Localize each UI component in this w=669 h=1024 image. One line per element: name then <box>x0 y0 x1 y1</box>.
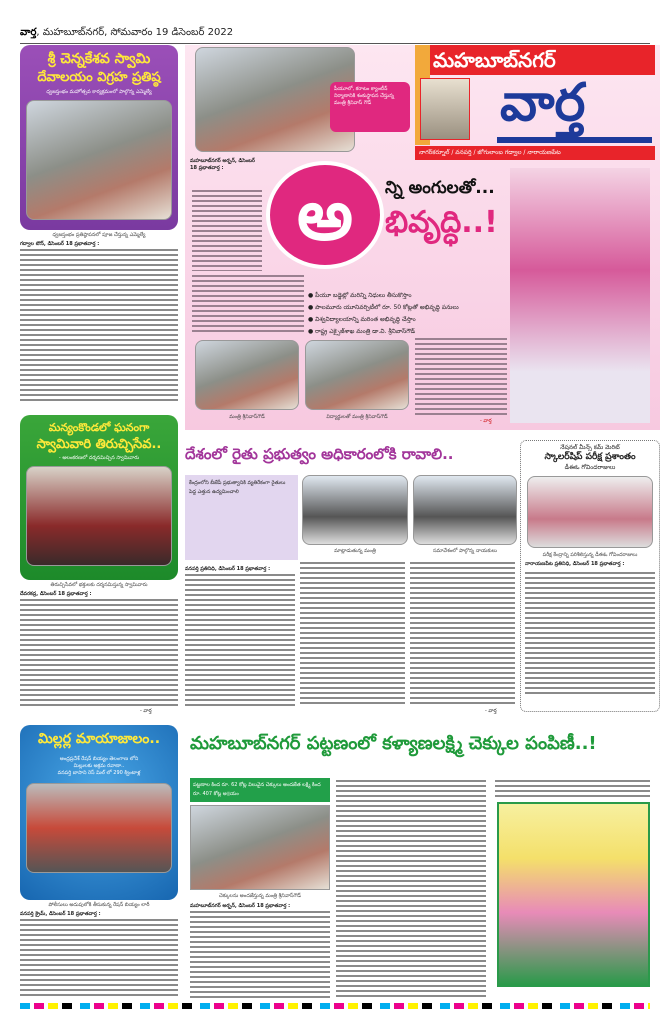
headline: మన్యంకొండలో ఘనంగా <box>48 421 150 434</box>
bullet-list <box>308 290 508 338</box>
subheadline: ఆంధ్రప్రదేశ్ రేషన్ బియ్యం తెలంగాణ లోని <box>59 756 139 762</box>
highlight-box: పట్టణాల కింద రూ. 62 కోట్ల విలువైన చెక్కులు అందజేత లక్ష్మి కింద రూ. 407 కోట్ల అ॥యం <box>190 778 330 802</box>
highlight-box: కేంద్రంలోని బీజేపీ ప్రభుత్వానికి వ్యతిరేకంగా రైతులు పెద్ద ఎత్తున ఉద్యమించాలి <box>185 475 298 560</box>
photo-caption: చెక్కులను అందజేస్తున్న మంత్రి శ్రీనివాస్‌గౌడ్ <box>219 893 301 899</box>
dateline: దేవరకద్ర, డిసెంబర్ 18 ప్రభాతవార్త : <box>20 591 92 597</box>
headline: స్కాలర్‌షిప్ పరీక్ష ప్రశాంతం <box>544 452 636 462</box>
photo-caption: విద్యార్థులతో మంత్రి శ్రీనివాస్‌గౌడ్ <box>326 414 388 420</box>
article-body <box>300 560 405 707</box>
millers-story-box <box>20 725 178 900</box>
cheque-distribution-photo <box>190 805 330 890</box>
article-body <box>192 273 304 333</box>
photo-caption: ధ్వజస్తంభం ప్రతిష్ఠాపనలో పూజ చేస్తున్న ఎమ్మెల్యే <box>52 232 146 238</box>
bullet-text: పాలమూరు యూనివర్సిటీలో రూ. 50 కోట్లతో అభివృద్ధి పనులు <box>315 304 459 311</box>
photo-caption: తిరుచ్చిసేవలో భక్తులకు దర్శనమిస్తున్న స్వామివారు <box>50 582 148 588</box>
article-body <box>190 909 330 999</box>
headline: న్ని అంగులతో... <box>385 178 495 198</box>
bullet-text: రాష్ట్ర ఎక్సైజ్‌శాఖ మంత్రి డా.వి. శ్రీనివాస్‌గౌడ్ <box>315 328 416 335</box>
masthead-logo: వార్త <box>500 73 586 133</box>
article-body <box>20 917 178 997</box>
headline: భివృద్ధి..! <box>385 205 498 240</box>
bullet-item: ● పీయూ బడ్జెట్లో మరిన్ని నిధులు తీసుకొస్తాం <box>308 292 412 299</box>
dateline: నారాయణపేట ప్రతినిధి, డిసెంబర్ 18 ప్రభాతవార్త : <box>525 561 625 567</box>
photo-caption: మాట్లాడుతున్న మంత్రి <box>334 548 376 554</box>
exam-photo <box>527 476 653 548</box>
subheadline: మిల్లులకు అక్రమ రవాణా.. <box>73 763 125 769</box>
article-body <box>415 336 507 416</box>
bullet-item: ● రాష్ట్ర ఎక్సైజ్‌శాఖ మంత్రి డా.వి. శ్రీనివాస్‌గౌడ్ <box>308 328 416 335</box>
photo-2 <box>305 340 409 410</box>
bullet-text: విశ్వవిద్యాలయాన్ని మరింత అభివృద్ధి చేస్తాం <box>315 316 416 323</box>
article-body <box>20 247 178 402</box>
meeting-photo-2 <box>413 475 517 545</box>
edition-list: నాగర్‌కర్నూల్ / వనపర్తి / జోగులాంబ గద్వాల / నారాయణపేట <box>415 146 655 160</box>
page-header <box>20 26 650 44</box>
photo-caption: పీయూలో, కరాటం క్యాంటీన్ నిర్మాణానికి శంకుస్థాపన చేస్తున్న మంత్రి శ్రీనివాస్ గౌడ్ <box>330 82 410 132</box>
dam-photo <box>420 78 470 140</box>
procession-photo <box>26 466 172 566</box>
subheadline: వనపర్తి బాసాని రెస్ మిల్ లో 290 క్వింటాళ్ల <box>57 770 141 776</box>
advertisement-poster <box>497 802 650 987</box>
dateline: మహబూబ్‌నగర్ అర్బన్, డిసెంబర్ 18 ప్రభాతవార్త : <box>190 903 291 909</box>
headline-initial: అ <box>270 165 380 265</box>
byline: - వార్త <box>140 708 152 714</box>
minister-photo <box>510 168 650 423</box>
byline: - వార్త <box>480 418 492 424</box>
dateline: వనపర్తి ప్రతినిధి, డిసెంబర్ 18 ప్రభాతవార్త : <box>185 566 271 572</box>
lorry-photo <box>26 783 172 873</box>
subheadline: - అలంకరణలో దర్శనమిచ్చిన స్వామివారు <box>58 455 140 461</box>
headline: స్వామివారి తిరుచ్చిసేవ.. <box>36 437 162 452</box>
headline: శ్రీ చెన్నకేశవ స్వామి <box>47 51 151 67</box>
photo-caption: మంత్రి శ్రీనివాస్‌గౌడ్ <box>229 414 265 420</box>
masthead-district: మహబూబ్‌నగర్ <box>415 45 655 75</box>
bullet-item: ● విశ్వవిద్యాలయాన్ని మరింత అభివృద్ధి చేస్తాం <box>308 316 416 323</box>
photo-caption: పరీక్ష కేంద్రాన్ని పరిశీలిస్తున్న డీఈఓ గోవిందరాజులు <box>542 552 638 558</box>
photo-caption: సమావేశంలో పాల్గొన్న నాయకులు <box>433 548 497 554</box>
scholarship-story-box <box>520 440 660 712</box>
dateline: గద్వాల టౌన్, డిసెంబర్ 18 ప్రభాతవార్త : <box>20 241 100 247</box>
manyamkonda-story-box <box>20 415 178 580</box>
bullet-item: ● పాలమూరు యూనివర్సిటీలో రూ. 50 కోట్లతో అభివృద్ధి పనులు <box>308 304 459 311</box>
temple-story-box <box>20 45 178 230</box>
article-body <box>185 572 295 707</box>
headline: దేశంలో రైతు ప్రభుత్వం అధికారంలోకి రావాలి.. <box>185 445 454 463</box>
temple-photo <box>26 100 172 220</box>
headline: మహబూబ్‌నగర్ పట్టణంలో కళ్యాణలక్ష్మి చెక్కుల పంపిణీ..! <box>190 733 597 754</box>
dateline: వనపర్తి క్రైమ్, డిసెంబర్ 18 ప్రభాతవార్త : <box>20 911 101 917</box>
dateline: , మహబూబ్‌నగర్, సోమవారం 19 డిసెంబర్ 2022 <box>36 27 234 38</box>
paper-name: వార్త <box>20 27 37 38</box>
subheadline: డీఈఓ గోవిందరాజులు <box>564 464 616 471</box>
article-body <box>20 597 178 707</box>
article-body <box>192 188 262 271</box>
subheadline: ధ్వజస్తంభం మహోత్సవ కార్యక్రమంలో పాల్గొన్న ఎమ్మెల్యే <box>46 89 152 95</box>
photo-1 <box>195 340 299 410</box>
article-body <box>495 778 650 798</box>
bullet-text: పీయూ బడ్జెట్లో మరిన్ని నిధులు తీసుకొస్తాం <box>315 292 412 299</box>
color-registration-bar <box>20 1003 650 1009</box>
kicker: నేషనల్ మీన్స్ కమ్ మెరిట్ <box>560 444 620 451</box>
article-body <box>525 570 655 695</box>
photo-caption: పోలీసులు అదుపులోకి తీసుకున్న రేషన్ బియ్యం లారీ <box>48 902 150 908</box>
article-body <box>410 560 515 707</box>
byline: - వార్త <box>485 708 497 714</box>
headline: మిల్లర్ల మాయాజాలం.. <box>37 731 161 747</box>
article-body <box>336 778 486 1000</box>
masthead-underline <box>497 137 652 143</box>
dateline: మహబూబ్‌నగర్ అర్బన్, డిసెంబర్ 18 ప్రభాతవార్త : <box>190 158 255 171</box>
meeting-photo-1 <box>302 475 408 545</box>
headline: దేవాలయం విగ్రహ ప్రతిష్ఠ <box>37 70 161 85</box>
